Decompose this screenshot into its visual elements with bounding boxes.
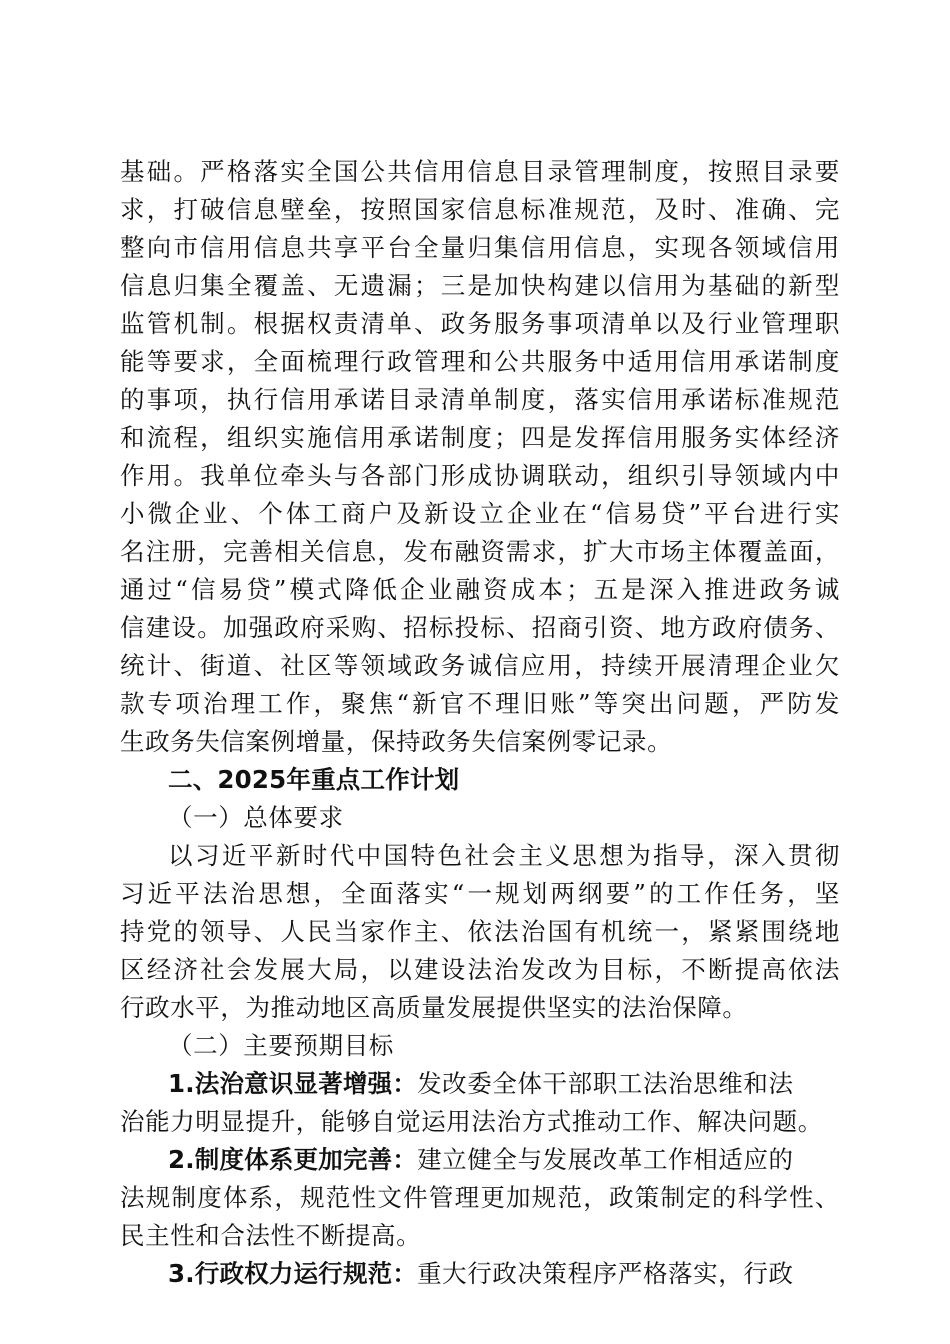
body-text-line: 生政务失信案例增量，保持政务失信案例零记录。 [120, 727, 673, 756]
body-text-line: 治能力明显提升，能够自觉运用法治方式推动工作、解决问题。 [120, 1107, 823, 1136]
body-text-line: 信建设。加强政府采购、招标投标、招商引资、地方政府债务、 [120, 613, 840, 642]
goal-label: 2.制度体系更加完善： [168, 1145, 418, 1174]
body-text-line: 作用。我单位牵头与各部门形成协调联动，组织引导领域内中 [120, 461, 840, 490]
body-text-line: 行政水平，为推动地区高质量发展提供坚实的法治保障。 [120, 993, 748, 1022]
goal-item [168, 1255, 840, 1293]
body-text-line: 能等要求，全面梳理行政管理和公共服务中适用信用承诺制度 [120, 347, 840, 376]
body-text-line: 持党的领导、人民当家作主、依法治国有机统一，紧紧围绕地 [120, 917, 840, 946]
body-text-line: 和流程，组织实施信用承诺制度；四是发挥信用服务实体经济 [120, 423, 840, 452]
goal-text: 建立健全与发展改革工作相适应的 [417, 1145, 794, 1174]
goal-text: 重大行政决策程序严格落实，行政 [417, 1259, 794, 1288]
body-text-line: 习近平法治思想，全面落实“一规划两纲要”的工作任务，坚 [120, 879, 840, 908]
body-text-line: 整向市信用信息共享平台全量归集信用信息，实现各领域信用 [120, 233, 840, 262]
subsection-heading: （二）主要预期目标 [168, 1031, 394, 1060]
body-text-line: 信息归集全覆盖、无遗漏；三是加快构建以信用为基础的新型 [120, 271, 840, 300]
section-heading: 二、2025年重点工作计划 [168, 765, 460, 794]
body-text-line: 名注册，完善相关信息，发布融资需求，扩大市场主体覆盖面， [120, 537, 840, 566]
goal-item [168, 1065, 840, 1103]
goal-text: 发改委全体干部职工法治思维和法 [417, 1069, 794, 1098]
body-text-line: 的事项，执行信用承诺目录清单制度，落实信用承诺标准规范 [120, 385, 840, 414]
body-text-line: 基础。严格落实全国公共信用信息目录管理制度，按照目录要 [120, 157, 840, 186]
body-text-line: 通过“信易贷”模式降低企业融资成本；五是深入推进政务诚 [120, 575, 840, 604]
body-text-line: 监管机制。根据权责清单、政务服务事项清单以及行业管理职 [120, 309, 840, 338]
body-text-line: 法规制度体系，规范性文件管理更加规范，政策制定的科学性、 [120, 1183, 840, 1212]
body-text-line: 款专项治理工作，聚焦“新官不理旧账”等突出问题，严防发 [120, 689, 840, 718]
body-text-line: 区经济社会发展大局，以建设法治发改为目标，不断提高依法 [120, 955, 840, 984]
goal-label: 1.法治意识显著增强： [168, 1069, 418, 1098]
subsection-heading: （一）总体要求 [168, 803, 344, 832]
body-text-line: 统计、街道、社区等领域政务诚信应用，持续开展清理企业欠 [120, 651, 840, 680]
goal-item [168, 1141, 840, 1179]
body-text-line: 求，打破信息壁垒，按照国家信息标准规范，及时、准确、完 [120, 195, 840, 224]
body-text-line: 以习近平新时代中国特色社会主义思想为指导，深入贯彻 [168, 841, 840, 870]
body-text-line: 民主性和合法性不断提高。 [120, 1221, 422, 1250]
goal-label: 3.行政权力运行规范： [168, 1259, 418, 1288]
body-text-line: 小微企业、个体工商户及新设立企业在“信易贷”平台进行实 [120, 499, 840, 528]
